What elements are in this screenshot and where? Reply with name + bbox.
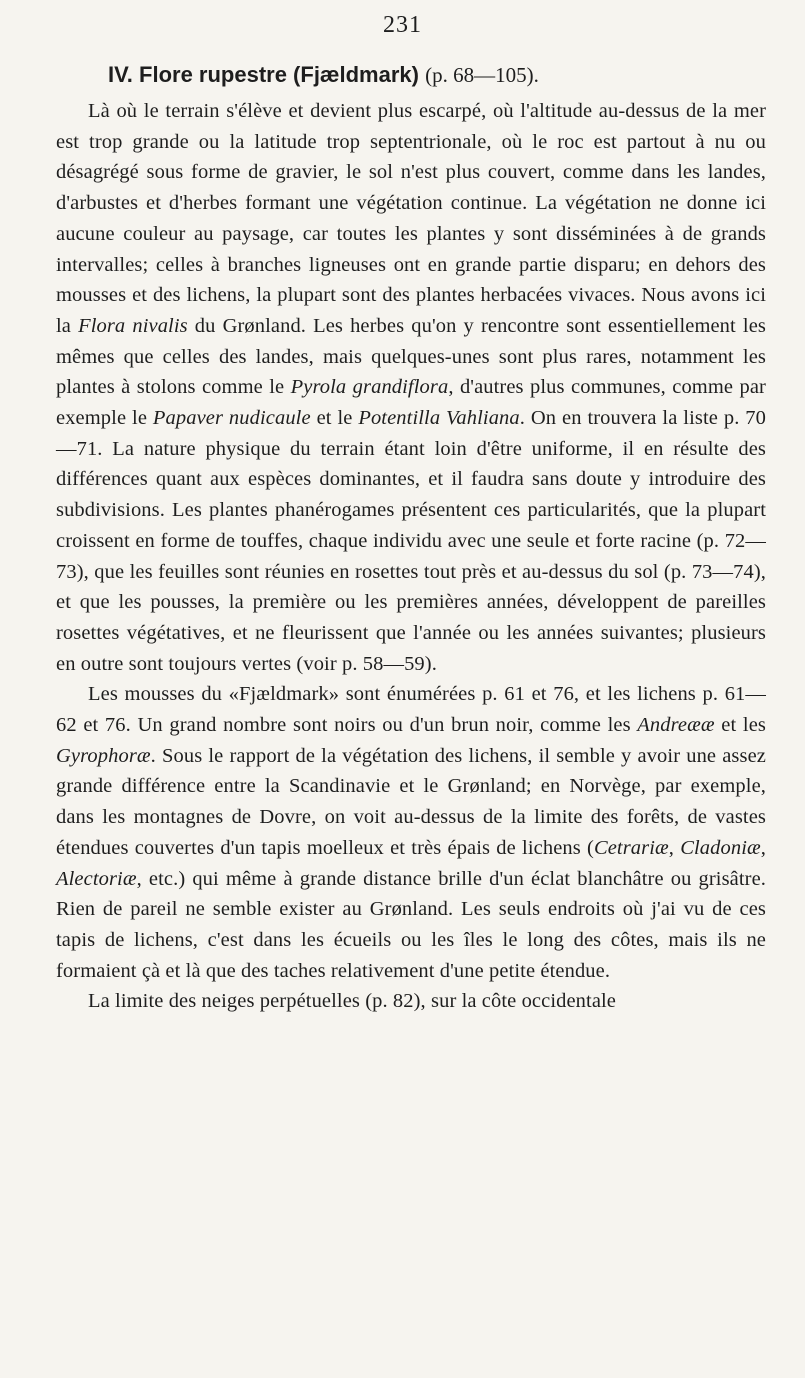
italic-term: Papaver nudicaule [152, 407, 311, 430]
paragraph-2 [56, 679, 766, 986]
italic-term: Cladoniæ [680, 836, 761, 859]
text-run: Là où le terrain s'élève et devient plus escarpé, où l'altitude au-dessus de la mer est trop grande ou la latitude trop septentrionale, où le roc est partout à nu ou désagrégé sous forme de gravier, le sol n'est plus couvert, comme dans les landes, d'arbustes et d'herbes formant une végétation continue. La végétation ne donne ici aucune couleur au paysage, car toutes les plantes y sont disséminées à de grands intervalles; celles à branches ligneuses ont en grande partie disparu; en dehors des mousses et des lichens, la plupart sont des plantes herbacées vivaces. Nous avons ici la [56, 100, 766, 337]
body-text [56, 96, 766, 1017]
italic-term: Gyrophoræ [56, 744, 151, 767]
italic-term: Andreææ [637, 714, 715, 737]
text-run: , d'autres plus communes, comme par exemple le [56, 376, 766, 430]
text-run: du Grønland. Les herbes qu'on y rencontre sont essentiellement les mêmes que celles des landes, mais quelques-unes sont plus rares, notamment les plantes à stolons comme le [56, 314, 766, 399]
paragraph-1 [56, 96, 766, 679]
italic-term: Potentilla Vahliana [358, 407, 520, 430]
text-run: , etc.) qui même à grande distance brille d'un éclat blanchâtre ou grisâtre. Rien de pareil ne semble exister au Grønland. Les seuls endroits où j'ai vu de ces tapis de lichens, c'est dans les écueils ou les îles le long des côtes, mais ils ne formaient çà et là que des taches relativement d'une petite étendue. [56, 867, 766, 982]
text-run: . Sous le rapport de la végétation des lichens, il semble y avoir une assez grande différence entre la Scandinavie et le Grønland; en Norvège, par exemple, dans les montagnes de Dovre, on voit au-dessus de la limite des forêts, de vastes étendues couvertes d'un tapis moelleux et très épais de lichens ( [56, 744, 766, 859]
text-run: , [760, 836, 767, 859]
section-numeral: IV. [108, 62, 133, 87]
section-heading [108, 62, 539, 88]
italic-term: Flora nivalis [78, 314, 188, 337]
paragraph-3 [56, 986, 766, 1017]
section-page-range: (p. 68—105). [425, 63, 539, 87]
italic-term: Cetrariæ [593, 836, 669, 859]
text-run: . On en trouvera la liste p. 70—71. La nature physique du terrain étant loin d'être uniforme, il en résulte des différences quant aux espèces dominantes, et il faudra sans doute y introduire des subdivisions. Les plantes phanérogames présentent ces particularités, que la plupart croissent en forme de touffes, chaque individu avec une seule et forte racine (p. 72—73), que les feuilles sont réunies en rosettes tout près et au-dessus du sol (p. 73—74), et que les pousses, la première ou les premières années, développent de pareilles rosettes végétatives, et ne fleurissent que l'année ou les années suivantes; plusieurs en outre sont toujours vertes (voir p. 58—59). [56, 407, 766, 675]
text-run: La limite des neiges perpétuelles (p. 82), sur la côte occidentale [88, 990, 617, 1013]
page-number: 231 [383, 12, 422, 38]
italic-term: Pyrola grandiflora [290, 376, 449, 399]
text-run: , [668, 836, 681, 859]
italic-term: Alectoriæ [56, 867, 137, 890]
section-title: Flore rupestre (Fjældmark) [139, 62, 419, 87]
text-run: Les mousses du «Fjældmark» sont énumérées p. 61 et 76, et les lichens p. 61—62 et 76. Un grand nombre sont noirs ou d'un brun noir, comme les [56, 683, 766, 737]
text-run: et le [310, 407, 359, 430]
text-run: et les [714, 714, 766, 737]
